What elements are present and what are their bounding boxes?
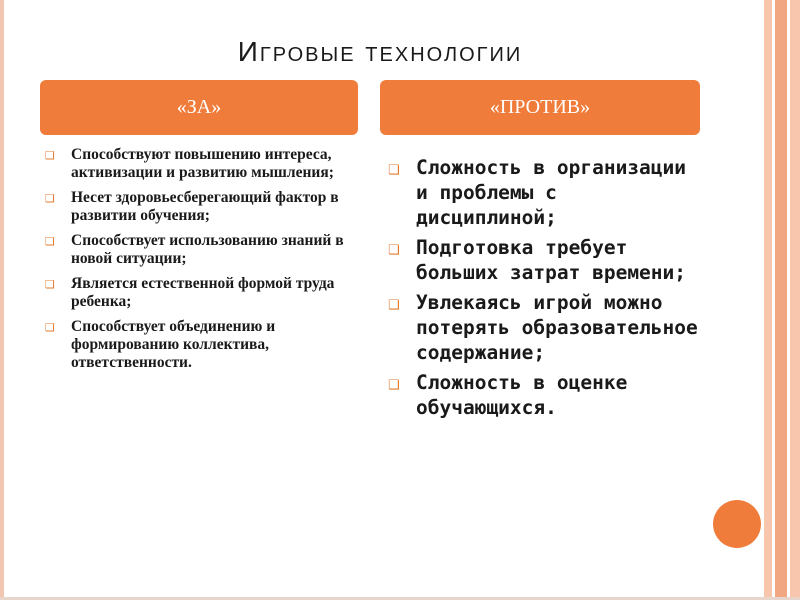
pros-header: «ЗА» [40,80,358,135]
list-item-text: Подготовка требует больших затрат времени; [416,236,687,284]
square-bullet-icon: ❑ [388,298,400,313]
list-item [388,290,708,365]
list-item [45,189,375,225]
list-item-text: Увлекаясь игрой можно потерять образовательное содержание; [416,291,698,364]
decor-stripe [775,0,787,600]
decor-stripe [764,0,772,600]
square-bullet-icon: ❑ [45,321,55,334]
list-item [45,232,375,268]
square-bullet-icon: ❑ [45,192,55,205]
left-border [0,0,4,600]
list-item [388,235,708,285]
list-item [45,318,375,372]
square-bullet-icon: ❑ [388,243,400,258]
list-item [388,370,708,420]
square-bullet-icon: ❑ [388,378,400,393]
list-item-text: Является естественной формой труда ребенка; [71,275,335,310]
list-item-text: Сложность в оценке обучающихся. [416,371,628,419]
list-item-text: Способствует объединению и формированию коллектива, ответственности. [71,318,276,371]
list-item-text: Несет здоровьесберегающий фактор в развитии обучения; [71,189,339,224]
pros-list [45,146,375,379]
square-bullet-icon: ❑ [388,163,400,178]
list-item-text: Способствует использованию знаний в новой ситуации; [71,232,344,267]
decor-circle [713,500,761,548]
list-item [45,146,375,182]
square-bullet-icon: ❑ [45,235,55,248]
cons-list [388,155,708,425]
list-item [388,155,708,230]
square-bullet-icon: ❑ [45,149,55,162]
list-item [45,275,375,311]
decor-stripe [790,0,800,600]
slide-title: Игровые технологии [237,36,523,67]
list-item-text: Способствуют повышению интереса, активизации и развитию мышления; [71,146,334,181]
square-bullet-icon: ❑ [45,278,55,291]
cons-header: «ПРОТИВ» [380,80,700,135]
list-item-text: Сложность в организации и проблемы с дисциплиной; [416,156,687,229]
